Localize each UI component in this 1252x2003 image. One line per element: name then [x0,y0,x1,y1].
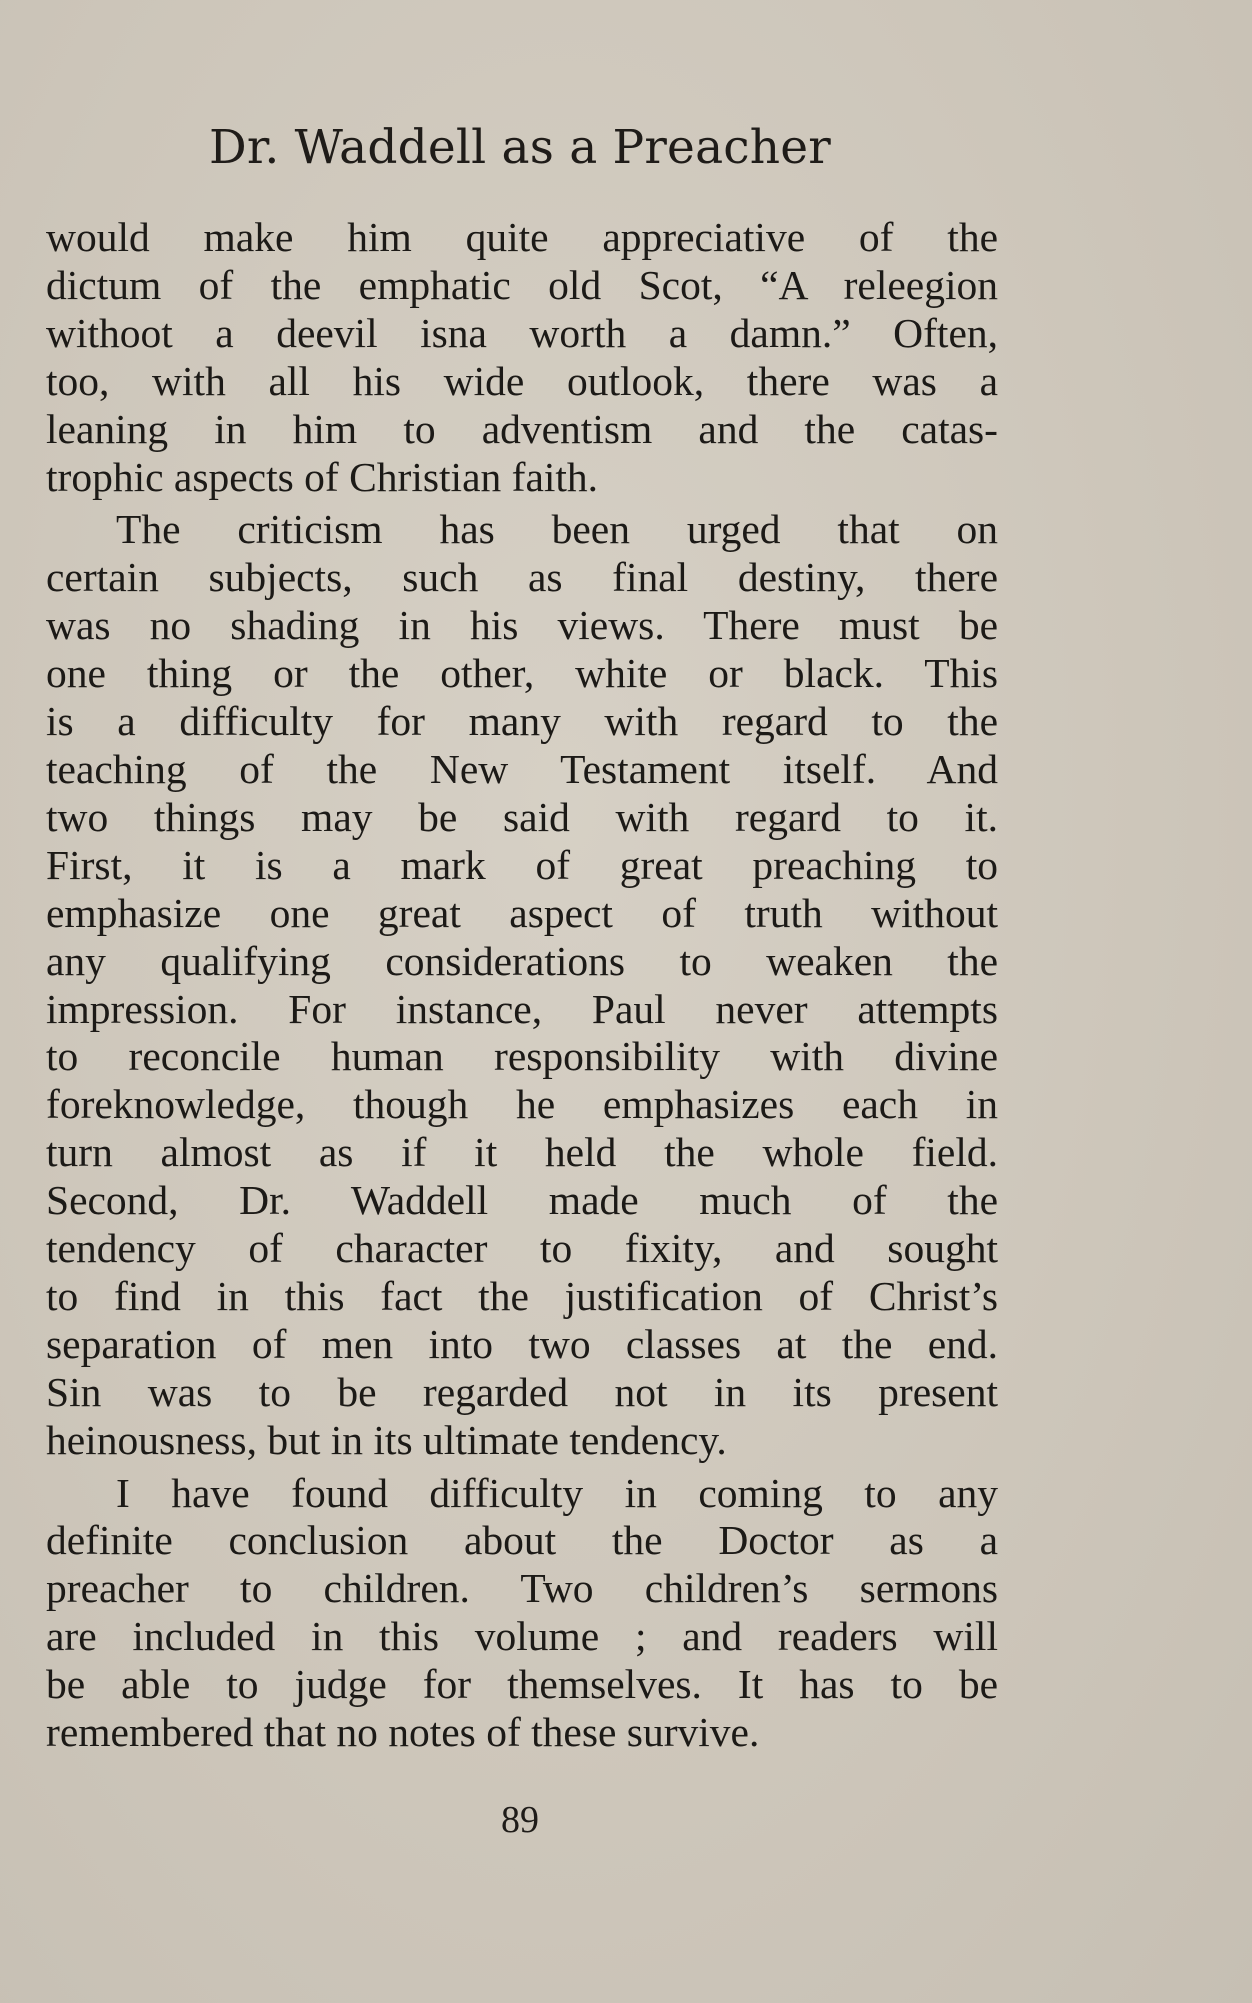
text-line: teaching of the New Testament itself. And [46,745,998,792]
text-line: impression. For instance, Paul never attempts [46,985,998,1032]
paragraph [46,506,998,1464]
text-line: tendency of character to fixity, and sought [46,1225,998,1272]
text-line: trophic aspects of Christian faith. [46,453,599,500]
text-line: too, with all his wide outlook, there was a [46,357,998,404]
body-text [46,214,998,1757]
text-line: to find in this fact the justification of Christ’s [46,1272,998,1319]
text-line: was no shading in his views. There must be [46,602,998,649]
text-line: separation of men into two classes at the end. [46,1320,998,1367]
text-line: definite conclusion about the Doctor as a [46,1517,998,1564]
running-head: Dr. Waddell as a Preacher [209,120,831,175]
text-line: heinousness, but in its ultimate tendency. [46,1416,727,1463]
text-line: two things may be said with regard to it. [46,793,998,840]
text-line: leaning in him to adventism and the catas- [46,405,998,452]
text-line: Sin was to be regarded not in its present [46,1368,998,1415]
paragraph [46,1470,998,1757]
text-line: preacher to children. Two children’s sermons [46,1565,998,1612]
text-line: emphasize one great aspect of truth without [46,889,998,936]
text-line: are included in this volume ; and readers will [46,1613,998,1660]
paragraph [46,214,998,501]
text-line: is a difficulty for many with regard to the [46,698,998,745]
page-number: 89 [501,1799,539,1841]
text-line: any qualifying considerations to weaken the [46,937,998,984]
text-line: certain subjects, such as final destiny, there [46,554,998,601]
paragraph-container [46,214,998,1757]
text-line: First, it is a mark of great preaching to [46,841,998,888]
text-line: withoot a deevil isna worth a damn.” Often, [46,309,998,356]
text-line: Second, Dr. Waddell made much of the [46,1177,998,1224]
text-line: would make him quite appreciative of the [46,214,998,260]
text-line: remembered that no notes of these survive. [46,1709,760,1756]
text-line: to reconcile human responsibility with divine [46,1033,998,1080]
text-line: foreknowledge, though he emphasizes each in [46,1081,998,1128]
text-line: be able to judge for themselves. It has to be [46,1661,998,1708]
text-line: turn almost as if it held the whole field. [46,1129,998,1176]
text-line: one thing or the other, white or black. This [46,650,998,697]
text-line: dictum of the emphatic old Scot, “A releegion [46,261,998,308]
text-line: I have found difficulty in coming to any [116,1469,998,1516]
text-line: The criticism has been urged that on [116,506,998,553]
